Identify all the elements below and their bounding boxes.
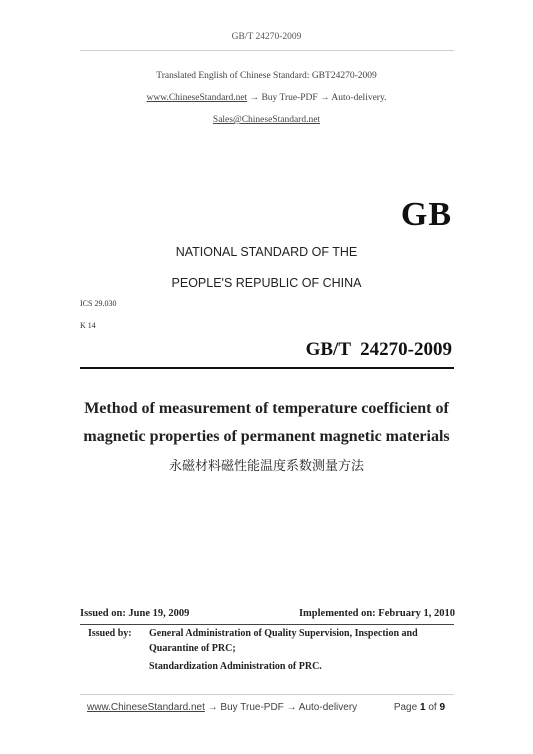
footer-links <box>87 702 357 713</box>
document-title-chinese: 永磁材料磁性能温度系数测量方法 <box>168 459 364 474</box>
standard-number: GB/T 24270-2009 <box>305 339 452 360</box>
national-standard-heading: NATIONAL STANDARD OF THE <box>175 245 358 259</box>
country-heading: PEOPLE'S REPUBLIC OF CHINA <box>171 276 362 290</box>
auto-delivery-text: Auto-delivery. <box>331 93 387 103</box>
issued-on-date: Issued on: June 19, 2009 <box>80 608 190 619</box>
footer-auto-delivery-text: Auto-delivery <box>298 702 358 713</box>
page-counter <box>394 702 445 713</box>
footer-divider <box>80 694 454 695</box>
arrow-right-icon: → <box>286 702 297 713</box>
page-of-label: of <box>428 702 437 713</box>
dates-divider <box>80 624 454 625</box>
header-divider <box>80 50 454 51</box>
issued-by-label: Issued by: <box>88 628 132 639</box>
footer-buy-pdf-text: Buy True-PDF <box>220 702 284 713</box>
page-total: 9 <box>439 702 445 713</box>
issuer-line-2: Quarantine of PRC; <box>149 643 236 654</box>
classification-code: K 14 <box>80 321 96 330</box>
translation-notice: Translated English of Chinese Standard: GBT24270-2009 <box>156 71 377 81</box>
gb-mark: GB <box>400 196 452 233</box>
arrow-right-icon: → <box>320 93 330 103</box>
document-title-line-1: Method of measurement of temperature coefficient of <box>84 400 449 417</box>
buy-pdf-text: Buy True-PDF <box>261 93 318 103</box>
ics-code: ICS 29.030 <box>80 299 117 308</box>
purchase-links <box>0 93 533 103</box>
sales-email-link[interactable]: Sales@ChineseStandard.net <box>212 115 321 125</box>
site-link[interactable]: www.ChineseStandard.net <box>146 93 248 103</box>
running-header: GB/T 24270-2009 <box>231 32 302 42</box>
page-current: 1 <box>419 702 426 713</box>
document-title-line-2: magnetic properties of permanent magnetic materials <box>83 428 450 445</box>
arrow-right-icon: → <box>207 702 218 713</box>
page-label: Page <box>393 702 418 713</box>
implemented-on-date: Implemented on: February 1, 2010 <box>298 608 455 619</box>
footer-site-link[interactable]: www.ChineseStandard.net <box>87 702 205 713</box>
issuer-line-3: Standardization Administration of PRC. <box>149 661 322 672</box>
standard-divider <box>80 367 454 369</box>
arrow-right-icon: → <box>249 93 260 103</box>
email-line <box>0 115 533 125</box>
issuer-line-1: General Administration of Quality Supervision, Inspection and <box>149 628 418 639</box>
